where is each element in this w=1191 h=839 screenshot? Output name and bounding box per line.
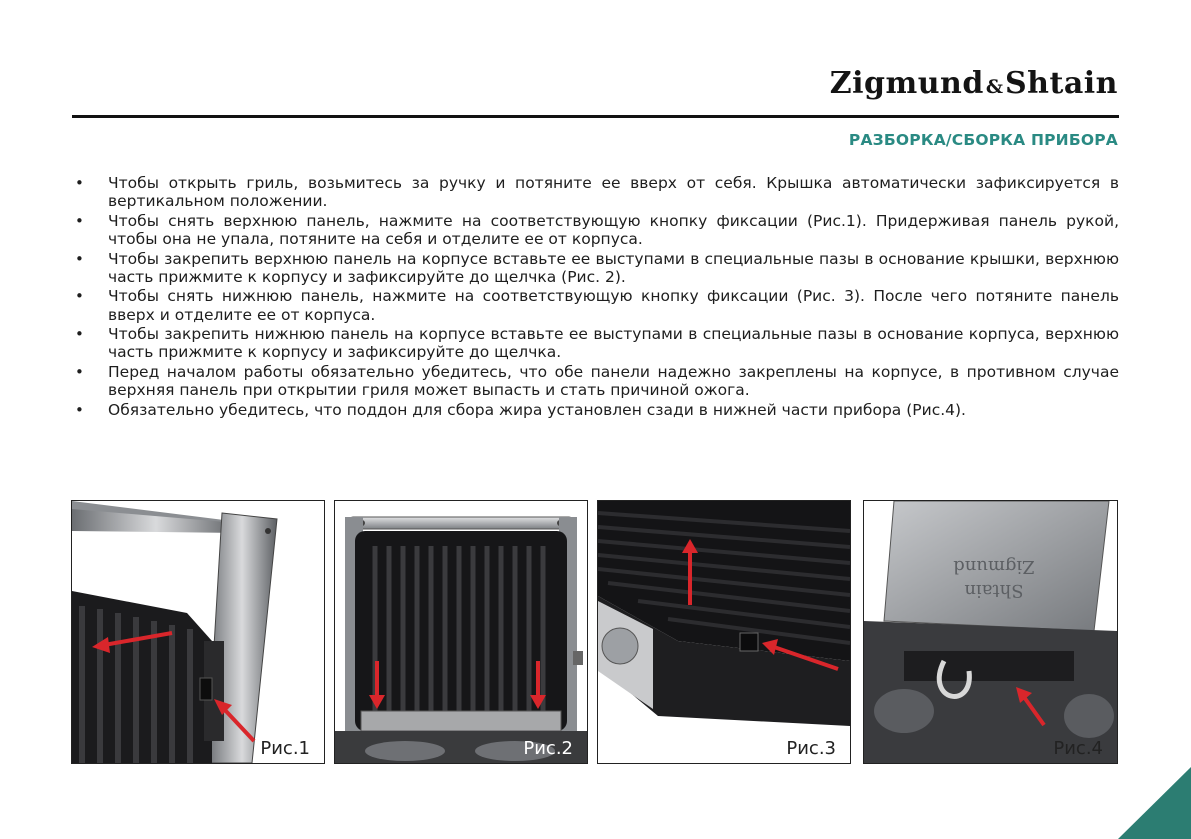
lid-engraving: Zigmund <box>953 556 1035 577</box>
bullet-icon: • <box>75 400 84 419</box>
list-item-text: Чтобы снять нижнюю панель, нажмите на соответствующую кнопку фиксации (Рис. 3). После чего потяните панель вверх и отделите ее от корпуса. <box>108 287 1119 324</box>
list-item-text: Перед началом работы обязательно убедитесь, что обе панели надежно закреплены на корпусе, в противном случае верхняя панель при открытии гриля может выпасть и стать причиной ожога. <box>108 362 1119 400</box>
bullet-icon: • <box>75 362 84 381</box>
list-item <box>72 174 1119 210</box>
list-item <box>72 325 1119 361</box>
brand-ampersand: & <box>985 76 1004 98</box>
corner-decoration <box>1058 767 1191 839</box>
list-item <box>72 401 1119 419</box>
lid-engraving: Shtain <box>964 580 1024 601</box>
list-item-text: Чтобы открыть гриль, возьмитесь за ручку и потяните ее вверх от себя. Крышка автоматически зафиксируется в вертикальном положении. <box>108 174 1119 211</box>
figure-caption: Рис.4 <box>1053 738 1103 759</box>
figure-2 <box>334 500 588 764</box>
figure-4 <box>863 500 1118 764</box>
brand-logo <box>830 66 1118 106</box>
list-item-text: Обязательно убедитесь, что поддон для сбора жира установлен сзади в нижней части прибора (Рис.4). <box>108 400 966 419</box>
brand-name-left: Zigmund <box>829 66 984 101</box>
bullet-icon: • <box>75 287 84 306</box>
figure-1-illustration <box>72 501 324 763</box>
list-item-text: Чтобы снять верхнюю панель, нажмите на соответствующую кнопку фиксации (Рис.1). Придерживая панель рукой, чтобы она не упала, потяните на себя и отделите ее от корпуса. <box>108 211 1119 248</box>
figure-caption: Рис.1 <box>260 738 310 759</box>
list-item-text: Чтобы закрепить нижнюю панель на корпусе вставьте ее выступами в специальные пазы в основание корпуса, верхнюю часть прижмите к корпусу и зафиксируйте до щелчка. <box>108 325 1119 362</box>
bullet-icon: • <box>75 249 84 268</box>
section-title: РАЗБОРКА/СБОРКА ПРИБОРА <box>848 131 1118 149</box>
list-item <box>72 250 1119 286</box>
list-item-text: Чтобы закрепить верхнюю панель на корпусе вставьте ее выступами в специальные пазы в основание крышки, верхнюю часть прижмите к корпусу и зафиксируйте до щелчка (Рис. 2). <box>108 249 1119 286</box>
figure-caption: Рис.2 <box>523 738 573 759</box>
bullet-icon: • <box>75 211 84 230</box>
instruction-list <box>72 174 1119 420</box>
list-item <box>72 363 1119 399</box>
list-item <box>72 287 1119 323</box>
figure-4-illustration <box>864 501 1117 763</box>
figure-1 <box>71 500 325 764</box>
figure-caption: Рис.3 <box>786 738 836 759</box>
bullet-icon: • <box>75 174 84 192</box>
figure-3 <box>597 500 851 764</box>
bullet-icon: • <box>75 325 84 344</box>
list-item <box>72 212 1119 248</box>
header-divider <box>72 115 1119 118</box>
brand-name-right: Shtain <box>1005 66 1118 101</box>
figure-3-illustration <box>598 501 850 763</box>
figure-2-illustration <box>335 501 587 763</box>
